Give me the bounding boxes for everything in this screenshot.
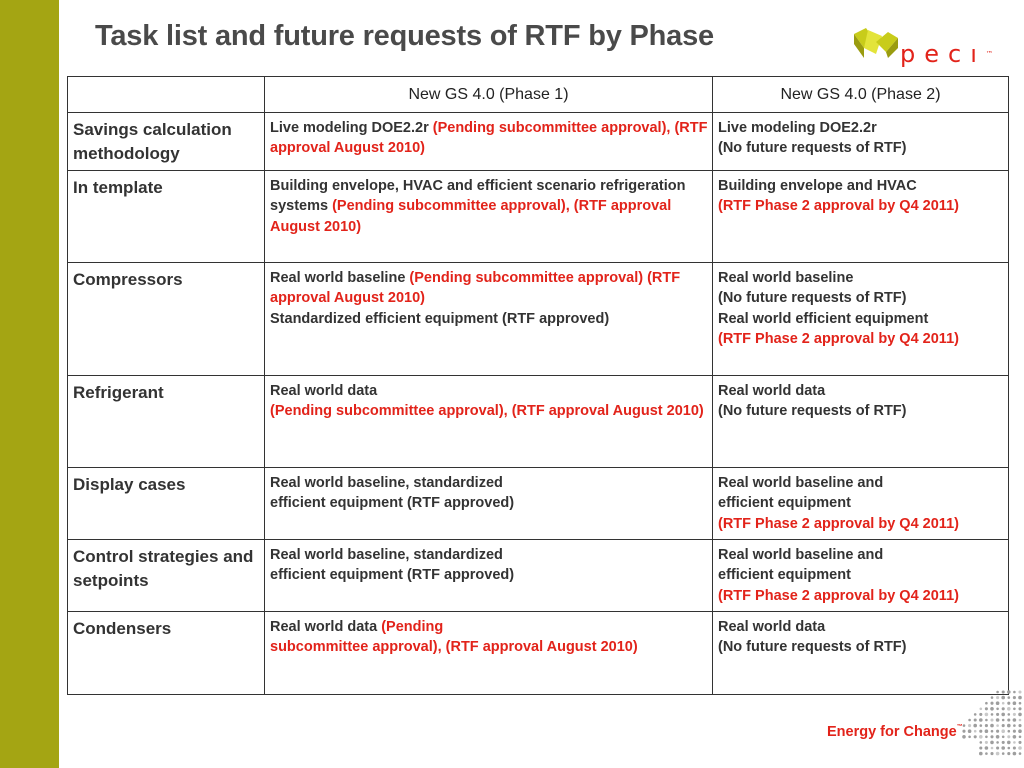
status-text: subcommittee approval), (RTF approval August 2010) (270, 639, 638, 656)
cell-line (270, 268, 708, 309)
phase1-cell (265, 468, 713, 540)
cell-text: Real world data (718, 383, 826, 399)
phase1-cell (265, 612, 713, 695)
table-row (68, 612, 1009, 695)
phase1-cell (265, 113, 713, 171)
page-title: Task list and future requests of RTF by Phase (95, 20, 714, 52)
status-text: (Pending subcommittee approval), (RTF approval August 2010) (270, 198, 672, 235)
cell-text: efficient equipment (718, 495, 851, 512)
cell-line (718, 176, 1004, 196)
cell-text: Real world baseline and (718, 475, 884, 491)
cell-text: efficient equipment (718, 567, 851, 584)
cell-text: Real world baseline and (718, 547, 884, 563)
table-row (68, 540, 1009, 612)
row-label: In template (68, 171, 265, 263)
row-label: Refrigerant (68, 376, 265, 468)
status-text: (Pending subcommittee approval), (RTF approval August 2010) (270, 403, 704, 420)
dot-pattern-icon (960, 688, 1024, 758)
cell-line (718, 381, 1004, 401)
cell-line (718, 401, 1004, 421)
cell-text: Real world baseline (270, 270, 410, 286)
cell-text: (No future requests of RTF) (718, 290, 907, 307)
phase1-cell (265, 171, 713, 263)
cell-line (718, 493, 1004, 513)
cell-line (718, 309, 1004, 329)
cell-line (270, 565, 708, 585)
status-text: (RTF Phase 2 approval by Q4 2011) (718, 515, 959, 532)
cell-text: Real world data (718, 619, 826, 635)
phase2-cell (713, 113, 1009, 171)
status-text: (RTF Phase 2 approval by Q4 2011) (718, 587, 959, 604)
status-text: (RTF Phase 2 approval by Q4 2011) (718, 198, 959, 215)
cell-text: (No future requests of RTF) (718, 403, 907, 420)
header-phase1: New GS 4.0 (Phase 1) (265, 77, 713, 113)
energy-for-change-tagline: Energy for Change™ (827, 724, 963, 740)
table-row (68, 263, 1009, 376)
cell-text: Live modeling DOE2.2r (270, 120, 433, 136)
table-row (68, 376, 1009, 468)
peci-logo (852, 24, 993, 74)
cell-line (270, 309, 708, 329)
peci-wordmark: pecı™ (900, 40, 993, 68)
row-label: Compressors (68, 263, 265, 376)
table-row (68, 113, 1009, 171)
cell-line (718, 514, 1004, 534)
cell-line (718, 545, 1004, 565)
phase2-cell (713, 612, 1009, 695)
table-row (68, 171, 1009, 263)
cell-line (718, 565, 1004, 585)
cell-line (270, 381, 708, 401)
cell-line (718, 288, 1004, 308)
cell-line (718, 329, 1004, 349)
phase2-cell (713, 263, 1009, 376)
row-label: Savings calculation methodology (68, 113, 265, 171)
task-table (67, 76, 1009, 695)
phase1-cell (265, 263, 713, 376)
phase2-cell (713, 540, 1009, 612)
cell-text: Live modeling DOE2.2r (718, 120, 877, 136)
phase1-cell (265, 376, 713, 468)
cell-line (718, 473, 1004, 493)
cell-line (718, 268, 1004, 288)
status-text: (RTF Phase 2 approval by Q4 2011) (718, 331, 959, 348)
table-row (68, 468, 1009, 540)
cell-line (270, 617, 708, 637)
cell-line (718, 637, 1004, 657)
table-header-row (68, 77, 1009, 113)
row-label: Display cases (68, 468, 265, 540)
header-phase2: New GS 4.0 (Phase 2) (713, 77, 1009, 113)
phase2-cell (713, 468, 1009, 540)
cell-text: efficient equipment (RTF approved) (270, 567, 515, 584)
status-text: (Pending subcommittee approval), (RTF approval August 2010) (270, 120, 708, 157)
cell-line (718, 586, 1004, 606)
cell-line (270, 637, 708, 657)
row-label: Control strategies and setpoints (68, 540, 265, 612)
cell-text: Real world baseline (718, 270, 854, 286)
peci-logo-mark-icon (852, 26, 900, 60)
cell-text: Building envelope, HVAC and efficient scenario refrigeration systems (270, 178, 686, 215)
cell-text: efficient equipment (RTF approved) (270, 495, 515, 512)
left-accent-bar (0, 0, 59, 768)
cell-line (270, 401, 708, 421)
cell-text: (No future requests of RTF) (718, 639, 907, 656)
header-empty-cell (68, 77, 265, 113)
cell-text: (No future requests of RTF) (718, 140, 907, 157)
status-text: (Pending subcommittee approval) (RTF approval August 2010) (270, 270, 681, 307)
cell-text: Real world baseline, standardized (270, 547, 503, 563)
cell-text: Real world efficient equipment (718, 310, 929, 327)
cell-line (270, 473, 708, 493)
phase1-cell (265, 540, 713, 612)
cell-line (270, 118, 708, 159)
cell-line (270, 493, 708, 513)
cell-text: Real world baseline, standardized (270, 475, 503, 491)
cell-line (270, 545, 708, 565)
cell-line (718, 196, 1004, 216)
phase2-cell (713, 376, 1009, 468)
cell-line (718, 138, 1004, 158)
row-label: Condensers (68, 612, 265, 695)
cell-text: Building envelope and HVAC (718, 178, 917, 194)
phase2-cell (713, 171, 1009, 263)
cell-line (718, 118, 1004, 138)
cell-line (270, 176, 708, 237)
cell-text: Real world data (270, 383, 378, 399)
status-text: (Pending (381, 619, 444, 635)
cell-text: Real world data (270, 619, 382, 635)
cell-text: Standardized efficient equipment (RTF approved) (270, 310, 610, 327)
cell-line (718, 617, 1004, 637)
